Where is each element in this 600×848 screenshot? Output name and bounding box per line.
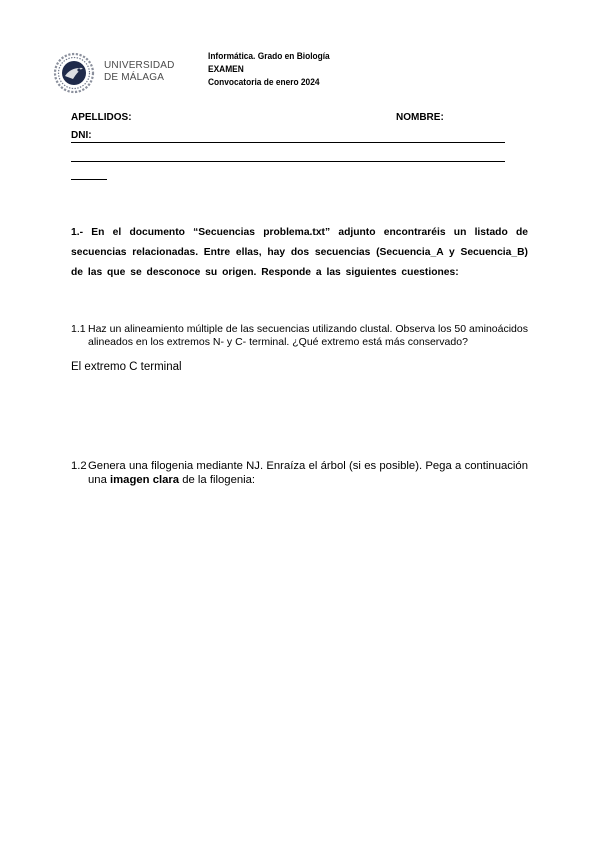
exam-label: EXAMEN: [208, 64, 244, 75]
exam-session: Convocatoria de enero 2024: [208, 77, 320, 88]
id-label: DNI:: [71, 130, 92, 141]
question-number: 1.-: [71, 227, 84, 238]
name-label: NOMBRE:: [396, 112, 444, 123]
subquestion-1-2: [71, 459, 528, 487]
exam-header: [208, 50, 330, 89]
subquestion-text-end: de la filogenia:: [179, 474, 256, 486]
subquestion-text: [88, 459, 528, 487]
surnames-label: APELLIDOS:: [71, 112, 132, 123]
field-line[interactable]: [71, 161, 505, 162]
university-name: [104, 60, 175, 84]
subquestion-number: 1.1: [71, 323, 86, 335]
id-field-line[interactable]: [71, 142, 505, 143]
university-logo: [51, 52, 97, 94]
course-title: Informática. Grado en Biología: [208, 51, 330, 62]
university-name-line2: DE MÁLAGA: [104, 72, 165, 83]
answer-1-1[interactable]: El extremo C terminal: [71, 361, 182, 373]
subquestion-text-emphasis: imagen clara: [110, 474, 180, 486]
subquestion-1-1: [71, 323, 528, 348]
question-text: En el documento “Secuencias problema.txt” adjunto encontraréis un listado de secuencias relacionadas. Entre ellas, hay dos secuencias (Secuencia_A y Secuencia_B) de las que se desconoce su origen. Responde a las siguientes cuestiones:: [71, 227, 528, 278]
subquestion-number: 1.2: [71, 460, 87, 472]
subquestion-text: Haz un alineamiento múltiple de las secuencias utilizando clustal. Observa los 50 aminoácidos alineados en los extremos N- y C- terminal. ¿Qué extremo está más conservado?: [88, 323, 528, 348]
field-line-short[interactable]: [71, 179, 107, 180]
question-1: [71, 223, 528, 283]
subquestion-text-start: Genera una filogenia mediante NJ. Enraíza el árbol (si es posible). Pega a continuación una: [88, 460, 528, 486]
university-name-line1: UNIVERSIDAD: [104, 60, 175, 71]
